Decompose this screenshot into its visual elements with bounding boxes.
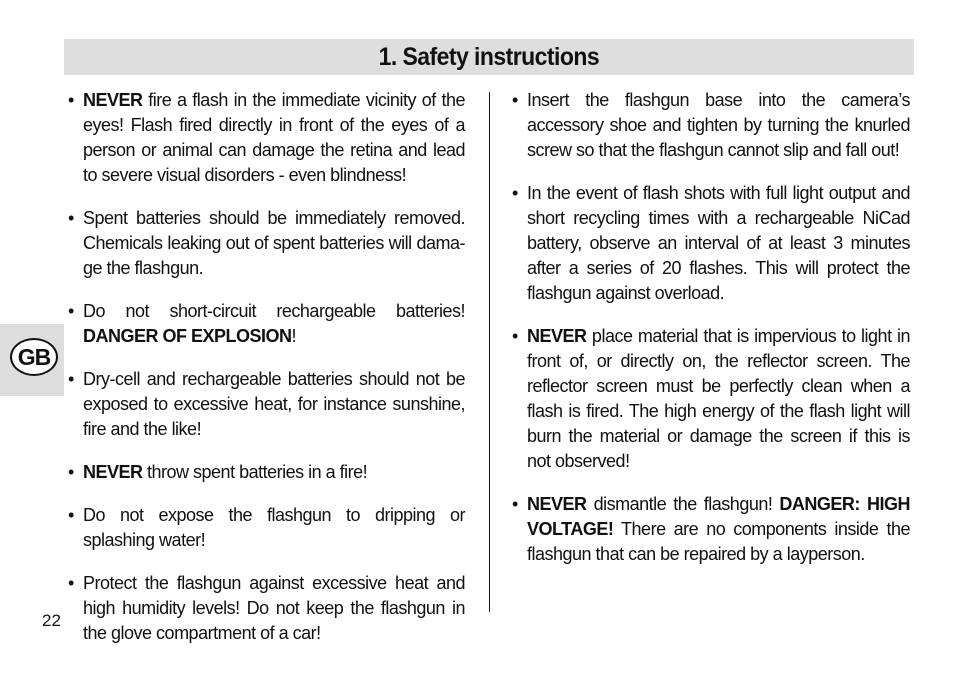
emphasis-never: NEVER: [83, 462, 143, 482]
list-item: • Spent batteries should be immediately removed. Chemicals leaking out of spent batteries will dama-ge the flashgun.: [68, 206, 465, 281]
right-column: [512, 88, 910, 574]
list-item: • In the event of flash shots with full light output and short recycling times with a rechargeable NiCad battery, observe an interval of at least 3 minutes after a series of 20 flashes. This will protect the flashgun against overload.: [512, 181, 910, 306]
list-item: • NEVER fire a flash in the immediate vicinity of the eyes! Flash fired directly in front of the eyes of a person or animal can damage the retina and lead to severe visual disorders - even blindness!: [68, 88, 465, 188]
list-item: • NEVER dismantle the flashgun! DANGER: HIGH VOLTAGE! There are no components inside the flashgun that can be repaired by a layperson.: [512, 492, 910, 567]
list-item: • Do not expose the flashgun to dripping or splashing water!: [68, 503, 465, 553]
page-title: 1. Safety instructions: [378, 42, 600, 71]
list-item: • Insert the flashgun base into the camera’s accessory shoe and tighten by turning the knurled screw so that the flashgun cannot slip and fall out!: [512, 88, 910, 163]
list-item: • Do not short-circuit rechargeable batteries! DANGER OF EXPLOSION!: [68, 299, 465, 349]
emphasis-never: NEVER: [527, 494, 587, 514]
language-badge: GB: [10, 338, 58, 376]
column-divider: [489, 92, 490, 612]
emphasis-never: NEVER: [527, 326, 587, 346]
emphasis-danger: DANGER: HIGH VOLTAGE!: [527, 494, 910, 539]
page-number: 22: [42, 611, 61, 630]
list-item: • Protect the flashgun against excessive heat and high humidity levels! Do not keep the flashgun in the glove compartment of a car!: [68, 571, 465, 646]
list-item: • NEVER throw spent batteries in a fire!: [68, 460, 465, 485]
language-tab: [0, 324, 64, 396]
list-item: • Dry-cell and rechargeable batteries should not be exposed to excessive heat, for instance sunshine, fire and the like!: [68, 367, 465, 442]
left-column: [68, 88, 465, 653]
title-bar: [64, 39, 914, 75]
emphasis-never: NEVER: [83, 90, 143, 110]
emphasis-danger: DANGER OF EXPLOSION: [83, 326, 292, 346]
list-item: • NEVER place material that is impervious to light in front of, or directly on, the reflector screen. The reflector screen must be perfectly clean when a flash is fired. The high energy of the flash light will burn the material or damage the screen if this is not observed!: [512, 324, 910, 474]
